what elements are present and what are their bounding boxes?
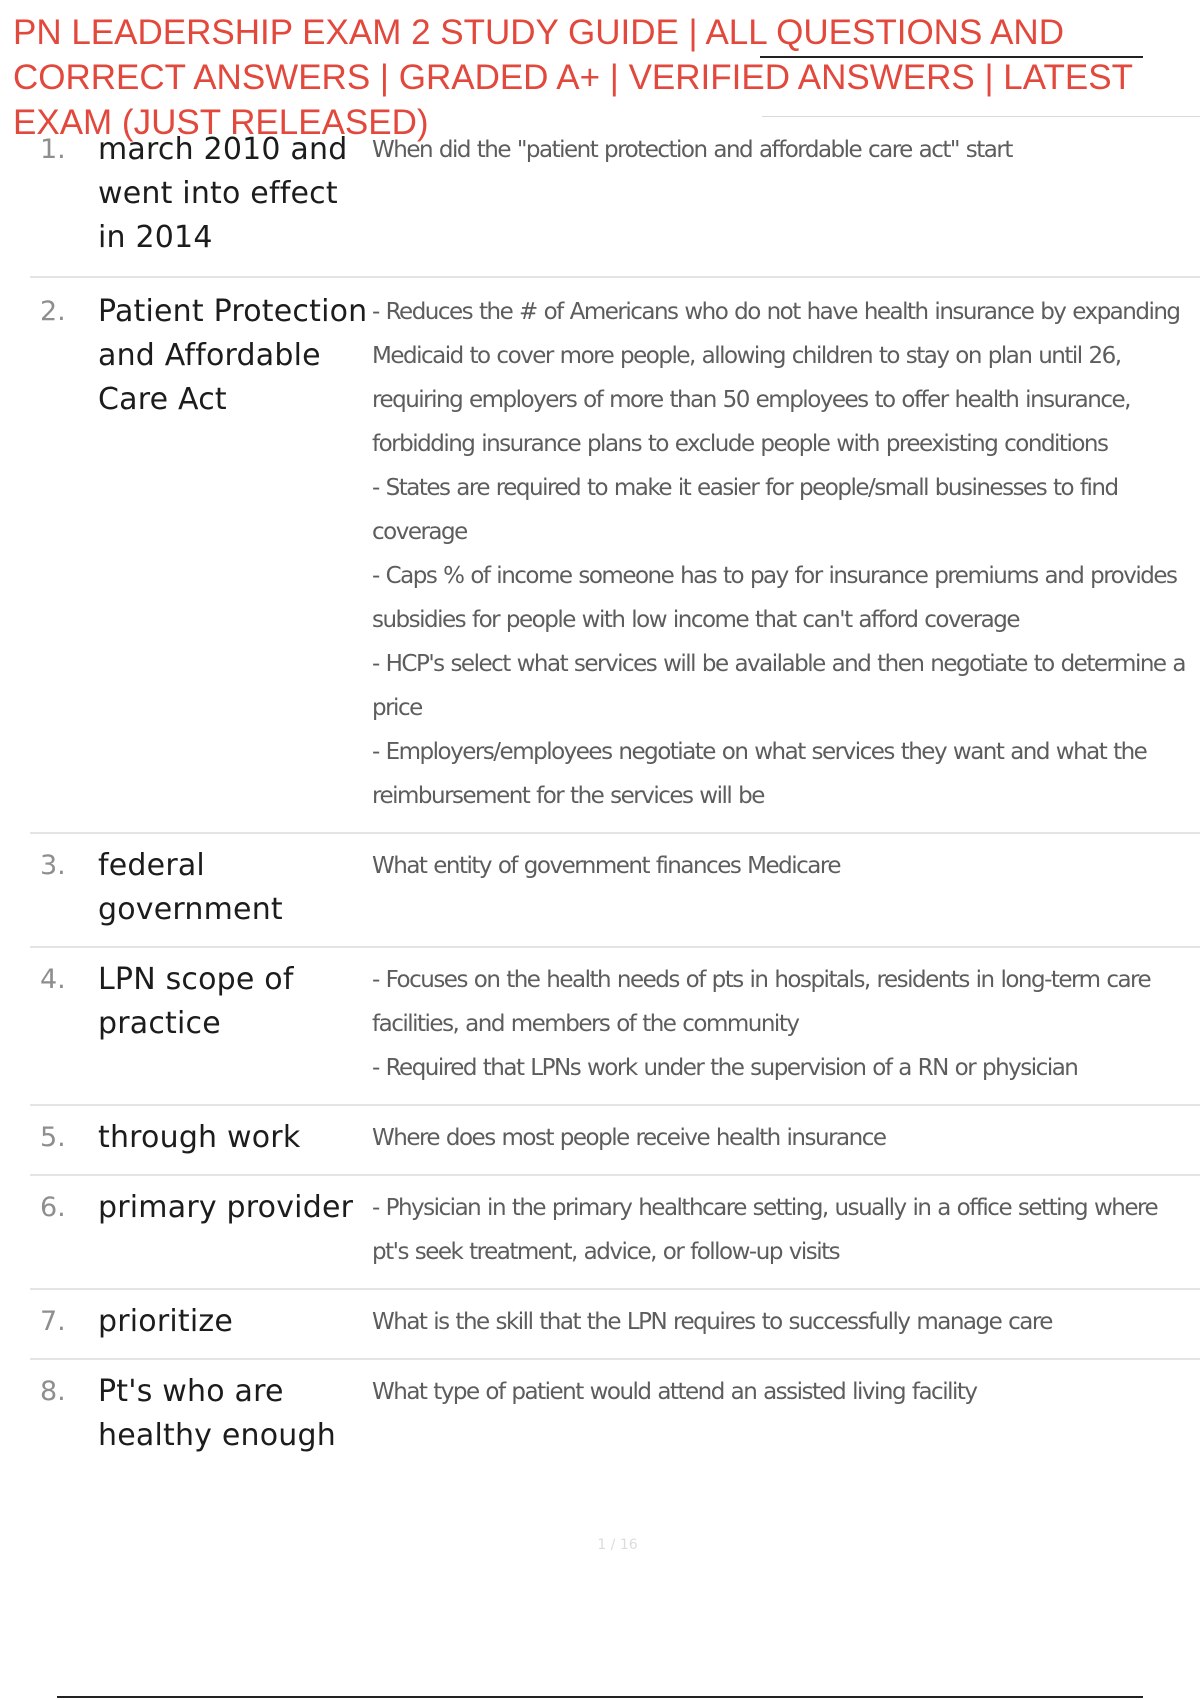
card-number: 1. bbox=[40, 134, 66, 165]
card-definition bbox=[372, 958, 1200, 1090]
card-term: Patient Protection and Affordable Care Act bbox=[98, 294, 368, 417]
card-number: 7. bbox=[40, 1306, 66, 1337]
card-definition bbox=[372, 1186, 1200, 1274]
definition-line: - Required that LPNs work under the supervision of a RN or physician bbox=[372, 1055, 1078, 1081]
definition-line: What type of patient would attend an assisted living facility bbox=[372, 1379, 977, 1405]
title-divider bbox=[760, 56, 1143, 58]
page-counter: 1 / 16 bbox=[597, 1537, 638, 1553]
card-definition bbox=[372, 290, 1200, 818]
flashcard bbox=[30, 278, 1200, 834]
card-term: primary provider bbox=[98, 1190, 354, 1225]
definition-line: What is the skill that the LPN requires to successfully manage care bbox=[372, 1309, 1052, 1335]
card-number: 5. bbox=[40, 1122, 66, 1153]
card-definition bbox=[372, 1300, 1200, 1344]
card-term: prioritize bbox=[98, 1304, 234, 1339]
document-title: PN LEADERSHIP EXAM 2 STUDY GUIDE | ALL QUESTIONS AND CORRECT ANSWERS | GRADED A+ | VERIFIED ANSWERS | LATEST EXAM (JUST RELEASED) bbox=[13, 13, 1133, 142]
card-term: LPN scope of practice bbox=[98, 962, 294, 1041]
definition-line: - Reduces the # of Americans who do not have health insurance by expanding Medicaid to cover more people, allowing children to stay on plan until 26, requiring employers of more than 50 employees to offer health insurance, forbidding insurance plans to exclude people with preexisting conditions bbox=[372, 299, 1180, 457]
flashcard bbox=[30, 1360, 1200, 1472]
card-term: march 2010 and went into effect in 2014 bbox=[98, 132, 348, 255]
card-number: 8. bbox=[40, 1376, 66, 1407]
definition-line: When did the "patient protection and affordable care act" start bbox=[372, 137, 1012, 163]
flashcard bbox=[30, 948, 1200, 1106]
flashcard bbox=[30, 128, 1200, 278]
definition-line: - Physician in the primary healthcare setting, usually in a office setting where pt's seek treatment, advice, or follow-up visits bbox=[372, 1195, 1158, 1265]
flashcard bbox=[30, 1176, 1200, 1290]
card-number: 4. bbox=[40, 964, 66, 995]
card-number: 6. bbox=[40, 1192, 66, 1223]
definition-line: - States are required to make it easier for people/small businesses to find coverage bbox=[372, 475, 1118, 545]
flashcard bbox=[30, 834, 1200, 948]
card-definition bbox=[372, 1116, 1200, 1160]
definition-line: Where does most people receive health insurance bbox=[372, 1125, 886, 1151]
card-term: federal government bbox=[98, 848, 283, 927]
bottom-divider bbox=[57, 1696, 1143, 1698]
definition-line: - Focuses on the health needs of pts in hospitals, residents in long-term care facilities, and members of the community bbox=[372, 967, 1151, 1037]
definition-line: - Caps % of income someone has to pay for insurance premiums and provides subsidies for people with low income that can't afford coverage bbox=[372, 563, 1177, 633]
card-term: through work bbox=[98, 1120, 301, 1155]
card-number: 2. bbox=[40, 296, 66, 327]
definition-line: - Employers/employees negotiate on what services they want and what the reimbursement for the services will be bbox=[372, 739, 1147, 809]
flashcard bbox=[30, 1290, 1200, 1360]
definition-line: What entity of government finances Medicare bbox=[372, 853, 840, 879]
card-term: Pt's who are healthy enough bbox=[98, 1374, 336, 1453]
flashcard-list bbox=[30, 128, 1200, 1472]
definition-line: - HCP's select what services will be available and then negotiate to determine a price bbox=[372, 651, 1185, 721]
card-definition bbox=[372, 1370, 1200, 1414]
card-definition bbox=[372, 844, 1200, 888]
card-number: 3. bbox=[40, 850, 66, 881]
flashcard bbox=[30, 1106, 1200, 1176]
